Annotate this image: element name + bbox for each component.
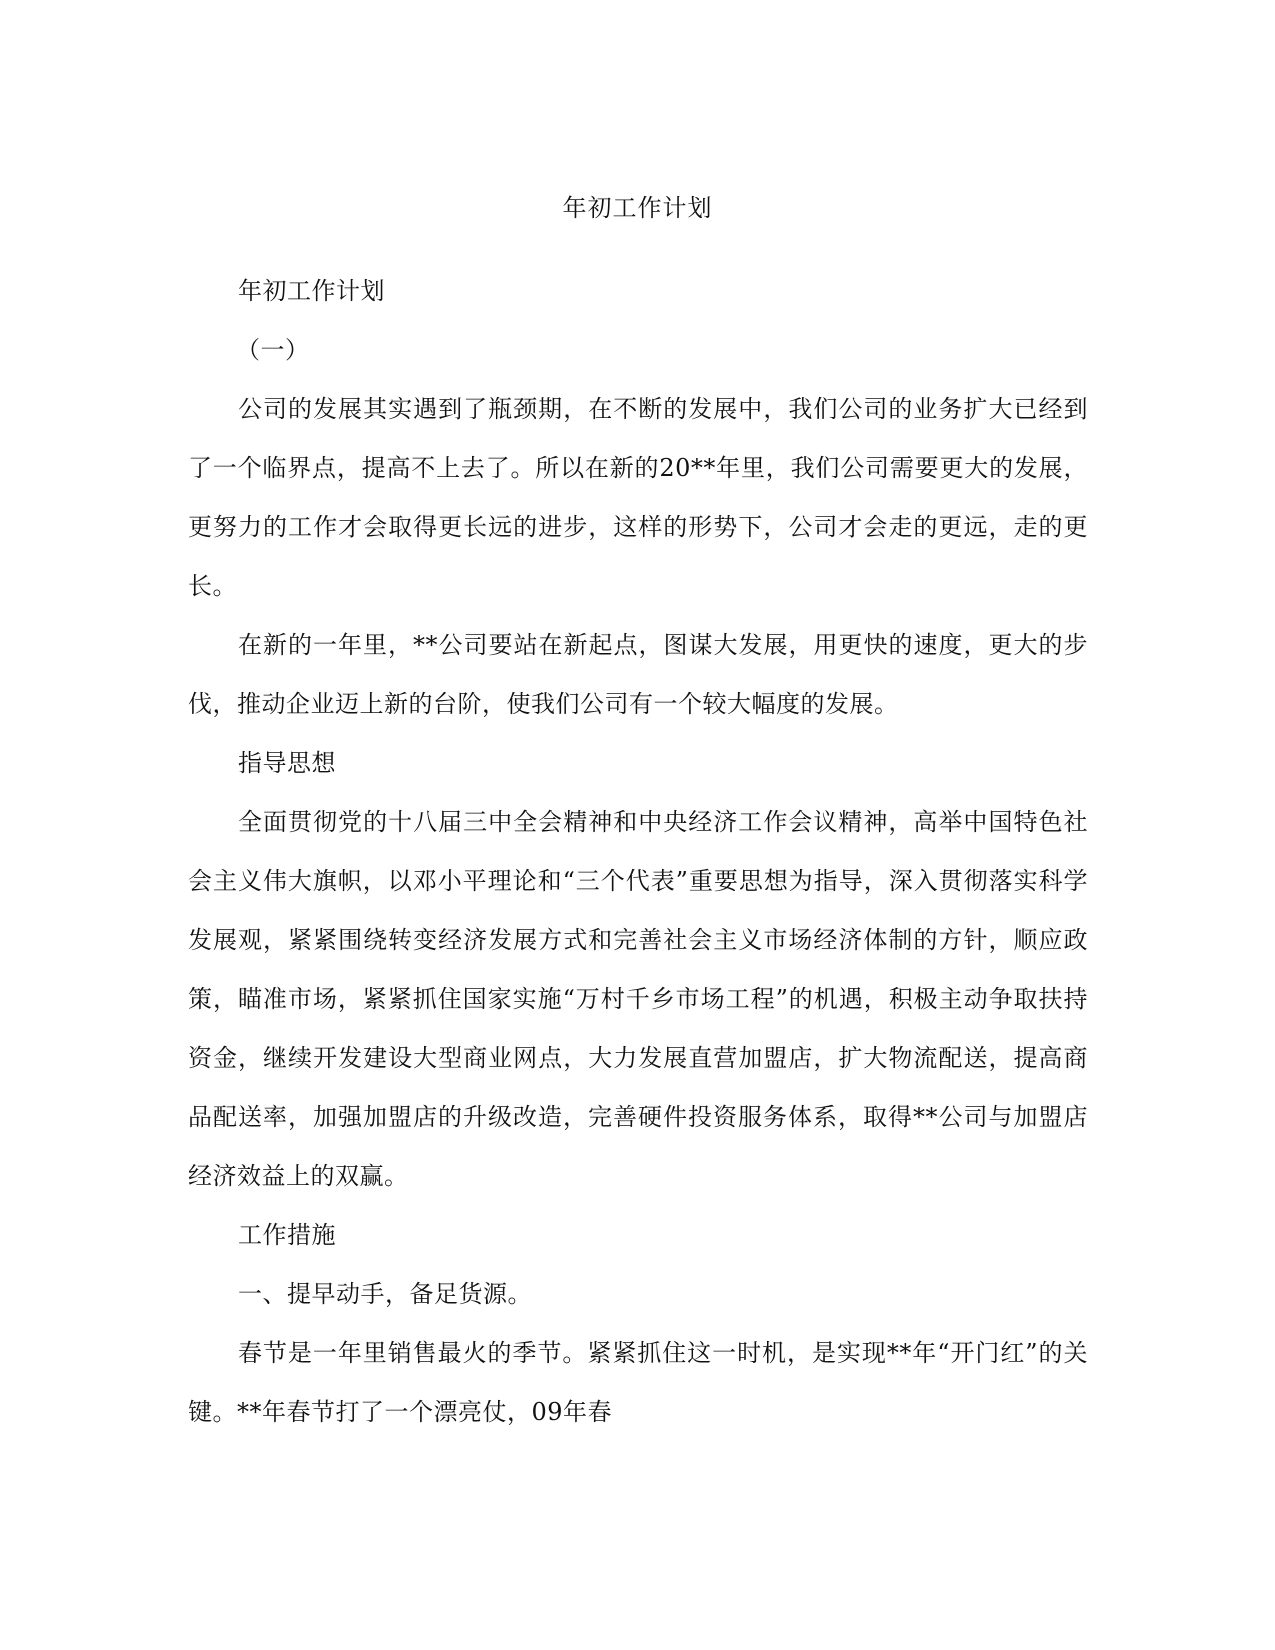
paragraph-guiding-thought: 全面贯彻党的十八届三中全会精神和中央经济工作会议精神，高举中国特色社会主义伟大旗帜，以邓小平理论和“三个代表”重要思想为指导，深入贯彻落实科学发展观，紧紧围绕转变经济发展方式和完善社会主义市场经济体制的方针，顺应政策，瞄准市场，紧紧抓住国家实施“万村千乡市场工程”的机遇，积极主动争取扶持资金，继续开发建设大型商业网点，大力发展直营加盟店，扩大物流配送，提高商品配送率，加强加盟店的升级改造，完善硬件投资服务体系，取得**公司与加盟店经济效益上的双赢。 [188,808,1088,1190]
page-title: 年初工作计划 [562,194,713,222]
paragraph-new-year-goal: 在新的一年里，**公司要站在新起点，图谋大发展，用更快的速度，更大的步伐，推动企业迈上新的台阶，使我们公司有一个较大幅度的发展。 [188,631,1088,718]
document-body [188,262,1088,1442]
section-number: （一） [236,336,310,364]
measure-item-1: 一、提早动手，备足货源。 [238,1280,532,1308]
paragraph-spring-festival: 春节是一年里销售最火的季节。紧紧抓住这一时机，是实现**年“开门红”的关键。**年春节打了一个漂亮仗，09年春 [188,1339,1088,1426]
section-heading-measures: 工作措施 [238,1221,336,1249]
section-heading-guiding-thought: 指导思想 [238,749,336,777]
paragraph-development: 公司的发展其实遇到了瓶颈期，在不断的发展中，我们公司的业务扩大已经到了一个临界点，提高不上去了。所以在新的20**年里，我们公司需要更大的发展，更努力的工作才会取得更长远的进步，这样的形势下，公司才会走的更远，走的更长。 [188,395,1088,600]
section-heading-plan: 年初工作计划 [238,277,385,305]
